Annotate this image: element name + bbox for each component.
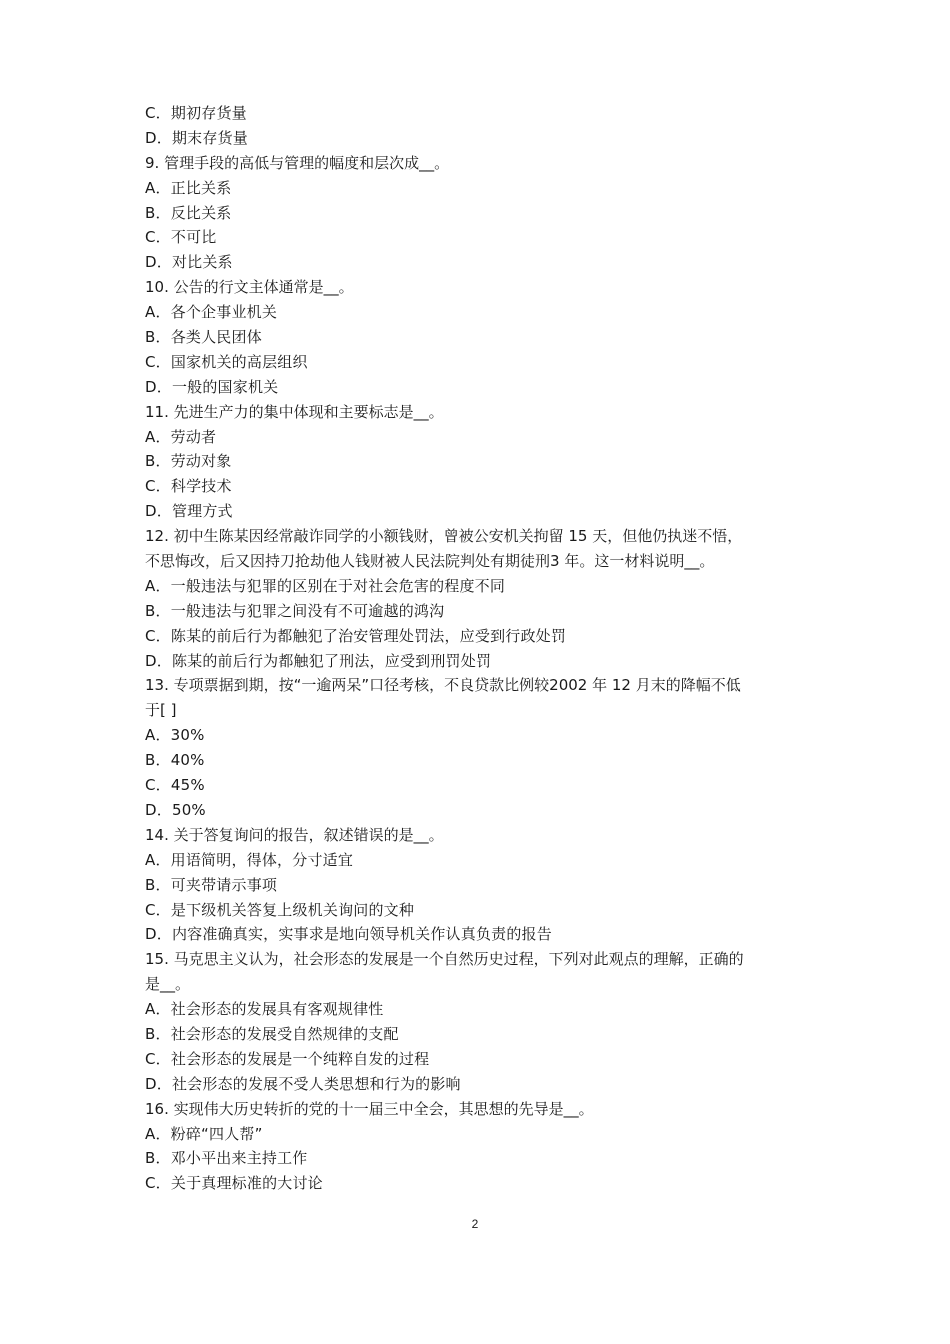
answer-option: A．用语简明，得体，分寸适宜 (145, 850, 354, 869)
answer-option: D．对比关系 (145, 253, 233, 272)
answer-option: C．45% (145, 776, 205, 795)
question-text: 12. 初中生陈某因经常敲诈同学的小额钱财，曾被公安机关拘留 15 天，但他仍执迷不悟， (145, 527, 743, 546)
question-text: 16. 实现伟大历史转折的党的十一届三中全会，其思想的先导是__。 (145, 1099, 594, 1118)
answer-option: D．期末存货量 (145, 128, 248, 147)
answer-option: C．期初存货量 (145, 104, 247, 122)
answer-option: C．关于真理标准的大讨论 (145, 1174, 323, 1193)
answer-option: B．各类人民团体 (145, 328, 262, 347)
answer-option: B．一般违法与犯罪之间没有不可逾越的鸿沟 (145, 601, 445, 620)
answer-option: D．社会形态的发展不受人类思想和行为的影响 (145, 1074, 461, 1093)
question-text: 11. 先进生产力的集中体现和主要标志是__。 (145, 402, 444, 421)
page-number: 2 (471, 1217, 479, 1231)
answer-option: A．劳动者 (145, 427, 217, 446)
answer-option: A．一般违法与犯罪的区别在于对社会危害的程度不同 (145, 576, 506, 595)
answer-option: D．陈某的前后行为都触犯了刑法，应受到刑罚处罚 (145, 651, 492, 670)
answer-option: B．可夹带请示事项 (145, 875, 278, 894)
answer-option: B．社会形态的发展受自然规律的支配 (145, 1024, 399, 1043)
answer-option: B．40% (145, 751, 205, 770)
question-text: 不思悔改，后又因持刀抢劫他人钱财被人民法院判处有期徒刑3 年。这一材料说明__。 (145, 552, 715, 571)
answer-option: C．国家机关的高层组织 (145, 352, 308, 371)
answer-option: C．陈某的前后行为都触犯了治安管理处罚法，应受到行政处罚 (145, 626, 567, 645)
answer-option: C．是下级机关答复上级机关询问的文种 (145, 900, 415, 919)
answer-option: C．科学技术 (145, 477, 232, 496)
question-text: 10. 公告的行文主体通常是__。 (145, 278, 354, 297)
answer-option: C．不可比 (145, 228, 217, 247)
question-text: 15. 马克思主义认为，社会形态的发展是一个自然历史过程，下列对此观点的理解，正确的 (145, 950, 744, 969)
question-text: 于[ ] (145, 701, 177, 720)
answer-option: B．邓小平出来主持工作 (145, 1149, 308, 1168)
answer-option: B．反比关系 (145, 203, 232, 222)
answer-option: D．50% (145, 800, 206, 819)
question-text: 9. 管理手段的高低与管理的幅度和层次成__。 (145, 153, 450, 172)
answer-option: A．正比关系 (145, 178, 232, 197)
answer-option: A．30% (145, 726, 205, 745)
answer-option: D．管理方式 (145, 502, 233, 521)
answer-option: D．内容准确真实，实事求是地向领导机关作认真负责的报告 (145, 925, 552, 944)
document-body (145, 101, 825, 1196)
answer-option: A．社会形态的发展具有客观规律性 (145, 1000, 384, 1019)
answer-option: A．各个企事业机关 (145, 303, 278, 322)
question-text: 13. 专项票据到期，按“一逾两呆”口径考核，不良贷款比例较2002 年 12 月末的降幅不低 (145, 676, 741, 695)
answer-option: B．劳动对象 (145, 452, 232, 471)
answer-option: A．粉碎“四人帮” (145, 1124, 263, 1143)
question-text: 14. 关于答复询问的报告，叙述错误的是__。 (145, 825, 444, 844)
answer-option: C．社会形态的发展是一个纯粹自发的过程 (145, 1049, 430, 1068)
question-text: 是__。 (145, 975, 191, 994)
answer-option: D．一般的国家机关 (145, 377, 279, 396)
